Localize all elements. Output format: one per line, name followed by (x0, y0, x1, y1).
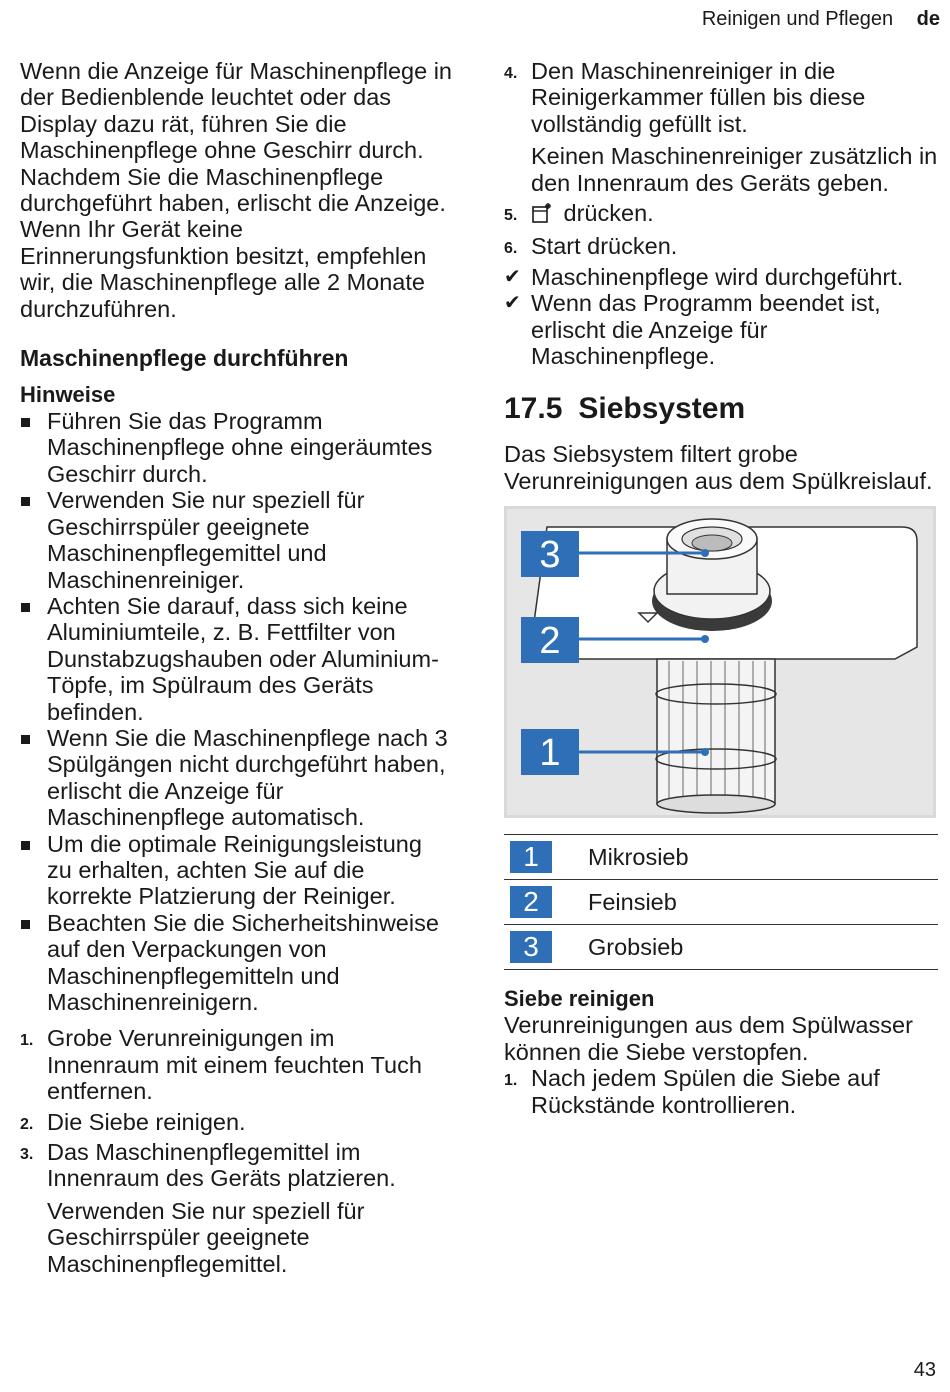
legend-number: 1 (510, 841, 552, 873)
callout-label-2: 2 (539, 620, 561, 663)
step-number: 2. (20, 1115, 34, 1133)
note-item: Um die optimale Reinigungsleistung zu erhalten, achten Sie auf die korrekte Platzierung der Reiniger. (20, 831, 452, 910)
filter-system-figure (504, 506, 936, 818)
note-item: Führen Sie das Programm Maschinenpflege ohne eingeräumtes Geschirr durch. (20, 408, 452, 487)
intro-paragraph: Wenn die Anzeige für Maschinenpflege in der Bedienblende leuchtet oder das Display dazu rät, führen Sie die Maschinenpflege ohne Geschirr durch. Nachdem Sie die Maschinenpflege durchgeführt haben, erlischt die Anzeige. Wenn Ihr Gerät keine Erinnerungsfunktion besitzt, empfehlen wir, die Maschinenpflege alle 2 Monate durchzuführen. (20, 58, 452, 322)
note-item: Beachten Sie die Sicherheitshinweise auf den Verpackungen von Maschinenpflegemitteln und Maschinenreinigern. (20, 910, 452, 1016)
step-5 (504, 200, 938, 229)
legend-label: Feinsieb (588, 889, 677, 916)
note-item: Achten Sie darauf, dass sich keine Aluminiumteile, z. B. Fettfilter von Dunstabzugshauben oder Aluminium-Töpfe, im Spülraum des Geräts befinden. (20, 593, 452, 725)
step-text: Den Maschinenreiniger in die Reinigerkammer füllen bis diese vollständig gefüllt ist. (531, 58, 866, 137)
legend-number: 3 (510, 931, 552, 963)
heading-machine-care: Maschinenpflege durchführen (20, 345, 349, 372)
check-icon: ✔ (504, 265, 521, 288)
section-title (504, 391, 938, 427)
filter-illustration (507, 509, 933, 815)
legend-row (504, 880, 938, 925)
machine-care-icon (531, 202, 553, 229)
header-language: de (916, 8, 940, 30)
callout-label-3: 3 (539, 534, 561, 577)
sub-heading: Siebe reinigen (504, 986, 655, 1012)
step-1 (20, 1025, 452, 1104)
step-text: Start drücken. (531, 233, 678, 260)
step-6 (504, 233, 938, 259)
step-number: 1. (504, 1072, 518, 1090)
section-intro: Das Siebsystem filtert grobe Verunreinigungen aus dem Spülkreislauf. (504, 441, 933, 494)
note-item: Wenn Sie die Maschinenpflege nach 3 Spülgängen nicht durchgeführt haben, erlischt die Anzeige für Maschinenpflege automatisch. (20, 725, 452, 831)
step-number: 6. (504, 240, 518, 258)
step-text: Die Siebe reinigen. (47, 1108, 246, 1135)
note-item: Verwenden Sie nur speziell für Geschirrspüler geeignete Maschinenpflegemittel und Maschinenreiniger. (20, 487, 452, 593)
step-text: drücken. (563, 200, 654, 227)
legend-row (504, 925, 938, 970)
step-4 (504, 58, 938, 137)
page-number: 43 (913, 1359, 936, 1381)
step-4-note: Keinen Maschinenreiniger zusätzlich in den Innenraum des Geräts geben. (531, 143, 938, 196)
figure-legend (504, 834, 938, 970)
step-number: 4. (504, 65, 518, 82)
result-text: Maschinenpflege wird durchgeführt. (531, 263, 904, 290)
step-3 (20, 1139, 452, 1192)
section-number: 17.5 (504, 392, 563, 426)
step-2 (20, 1109, 452, 1135)
step-number: 5. (504, 207, 518, 225)
legend-row (504, 835, 938, 880)
right-column (504, 58, 938, 1118)
left-column (20, 58, 452, 1277)
check-icon: ✔ (504, 292, 521, 315)
step-text: Nach jedem Spülen die Siebe auf Rückstände kontrollieren. (531, 1065, 880, 1118)
header-section: Reinigen und Pflegen (701, 8, 894, 30)
step-3-note: Verwenden Sie nur speziell für Geschirrspüler geeignete Maschinenpflegemittel. (47, 1197, 365, 1277)
step-text: Das Maschinenpflegemittel im Innenraum des Geräts platzieren. (47, 1139, 396, 1192)
step-number: 3. (20, 1146, 34, 1164)
legend-label: Mikrosieb (588, 844, 689, 871)
result-text: Wenn das Programm beendet ist, erlischt die Anzeige für Maschinenpflege. (531, 290, 881, 370)
section-name: Siebsystem (578, 392, 746, 426)
step-number: 1. (20, 1032, 34, 1050)
page-header (702, 8, 940, 31)
result-1 (504, 264, 938, 290)
sub-step-1 (504, 1065, 938, 1118)
legend-label: Grobsieb (588, 934, 684, 961)
sub-intro: Verunreinigungen aus dem Spülwasser können die Siebe verstopfen. (504, 1012, 913, 1065)
notes-title: Hinweise (20, 382, 116, 408)
notes-list (20, 408, 452, 1015)
step-text: Grobe Verunreinigungen im Innenraum mit einem feuchten Tuch entfernen. (47, 1025, 422, 1105)
callout-label-1: 1 (539, 732, 561, 775)
legend-number: 2 (510, 886, 552, 918)
result-2 (504, 290, 938, 369)
